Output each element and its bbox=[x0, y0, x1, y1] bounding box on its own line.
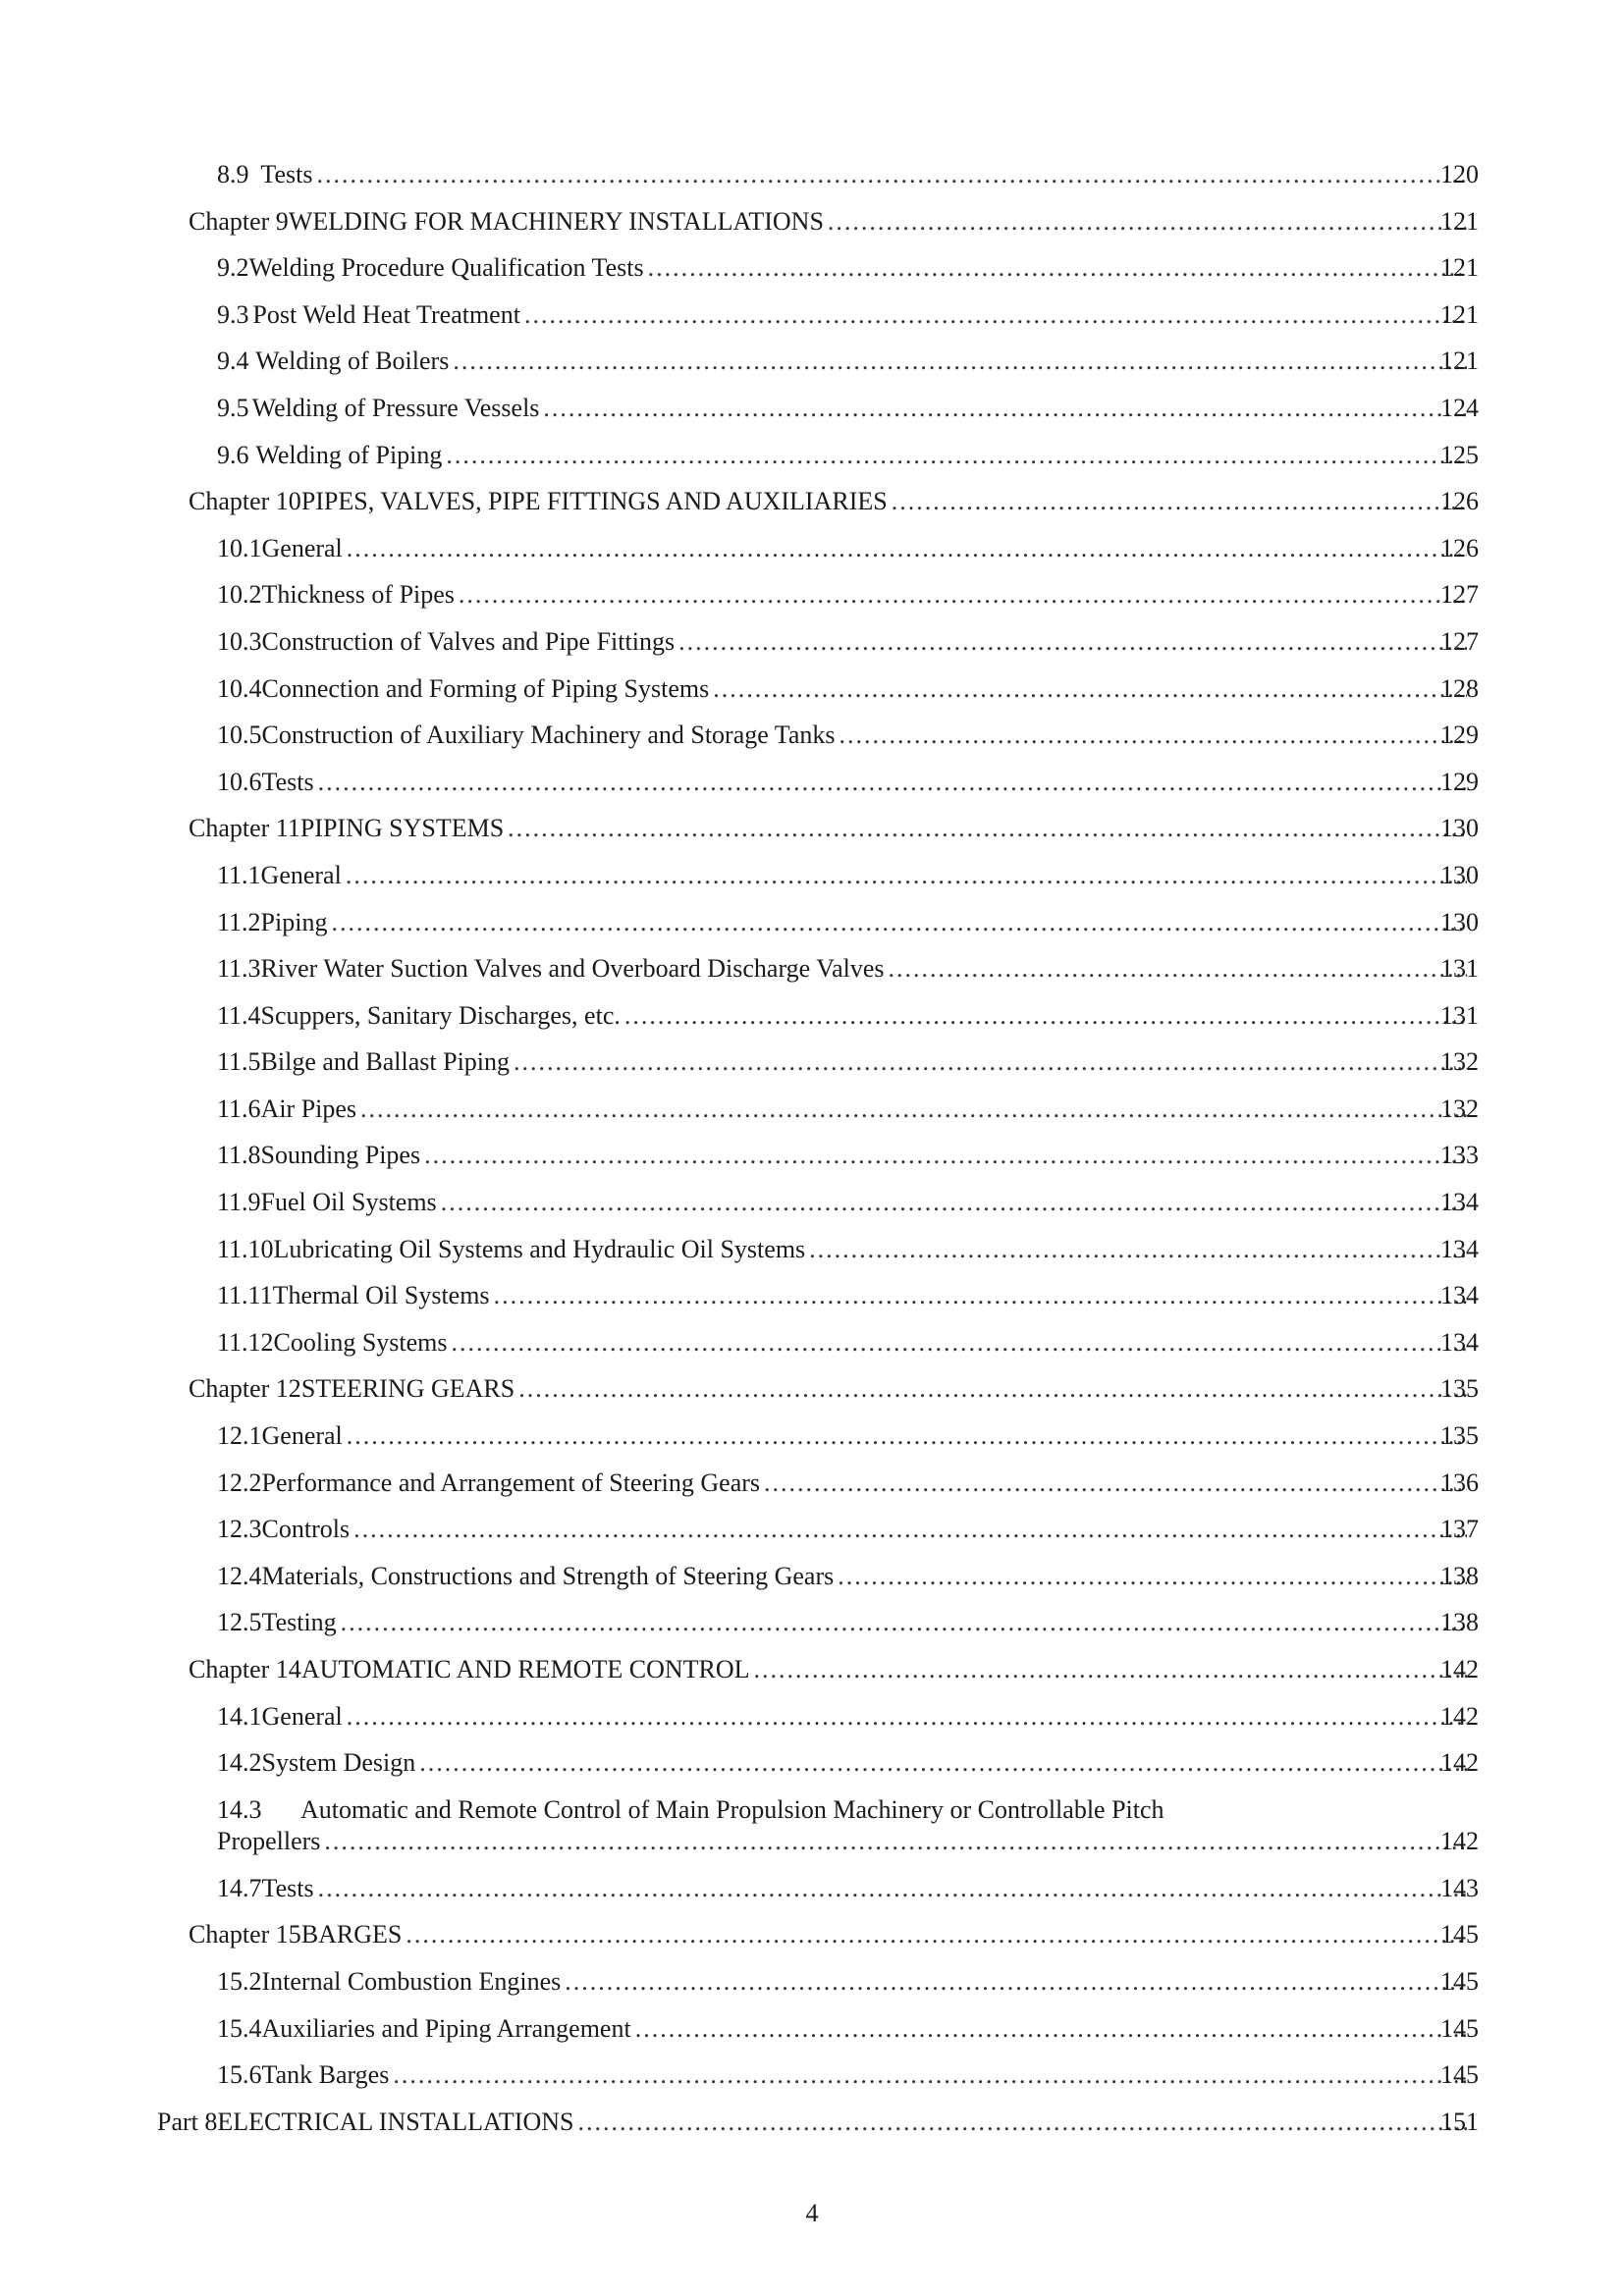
toc-entry-page: 124 bbox=[1440, 393, 1479, 422]
toc-entry[interactable] bbox=[0, 1958, 1624, 2005]
toc-entry-number: 12.4 bbox=[217, 1561, 262, 1590]
toc-entry-number: 12.2 bbox=[217, 1468, 262, 1497]
toc-entry-title: PIPES, VALVES, PIPE FITTINGS AND AUXILIARIES bbox=[300, 487, 888, 516]
toc-entry-page: 127 bbox=[1440, 580, 1479, 610]
toc-entry-title: Automatic and Remote Control of Main Propulsion Machinery or Controllable Pitch bbox=[300, 1794, 1164, 1824]
toc-entry-page: 142 bbox=[1440, 1655, 1479, 1683]
toc-entry-number: 14.1 bbox=[217, 1701, 262, 1731]
dot-leader bbox=[318, 759, 1467, 806]
toc-entry-page: 121 bbox=[1440, 299, 1479, 329]
toc-entry[interactable] bbox=[0, 338, 1624, 385]
toc-entry-title: WELDING FOR MACHINERY INSTALLATIONS bbox=[288, 206, 824, 236]
toc-entry[interactable] bbox=[0, 759, 1624, 806]
dot-leader bbox=[406, 1911, 1467, 1958]
toc-entry-page: 135 bbox=[1440, 1374, 1479, 1404]
dot-leader bbox=[347, 525, 1467, 572]
toc-chapter-entry[interactable] bbox=[0, 1365, 1624, 1413]
toc-entry-number: 12.1 bbox=[217, 1421, 262, 1451]
toc-entry-page: 134 bbox=[1440, 1188, 1479, 1217]
table-of-contents bbox=[0, 151, 1624, 2145]
toc-entry-title: Tests bbox=[260, 160, 313, 188]
dot-leader bbox=[316, 151, 1467, 198]
toc-entry-page: 126 bbox=[1440, 533, 1479, 562]
dot-leader bbox=[452, 1319, 1467, 1366]
toc-entry-page: 121 bbox=[1440, 253, 1479, 283]
toc-entry-number: Part 8 bbox=[157, 2107, 218, 2136]
dot-leader bbox=[565, 1958, 1467, 2005]
toc-entry-page: 143 bbox=[1440, 1873, 1479, 1902]
toc-entry-number: 9.3 bbox=[217, 299, 249, 329]
dot-leader bbox=[838, 1553, 1467, 1600]
dot-leader bbox=[353, 1506, 1467, 1553]
dot-leader bbox=[678, 618, 1467, 666]
toc-entry-page: 127 bbox=[1440, 626, 1479, 656]
toc-entry-page: 135 bbox=[1440, 1421, 1479, 1451]
toc-entry-number: 10.3 bbox=[217, 626, 262, 656]
dot-leader bbox=[346, 852, 1467, 899]
dot-leader bbox=[324, 1818, 1467, 1865]
toc-entry[interactable] bbox=[0, 1739, 1624, 1787]
dot-leader bbox=[453, 338, 1467, 385]
toc-entry[interactable] bbox=[0, 2052, 1624, 2099]
toc-entry-title: Performance and Arrangement of Steering Gears bbox=[261, 1468, 761, 1497]
dot-leader bbox=[347, 1413, 1467, 1460]
toc-entry[interactable] bbox=[0, 1226, 1624, 1273]
toc-entry-page: 125 bbox=[1440, 440, 1479, 469]
toc-entry-number: 9.6 bbox=[217, 440, 249, 469]
toc-entry-number: 11.2 bbox=[217, 907, 261, 936]
toc-entry-title: Testing bbox=[261, 1608, 337, 1637]
toc-chapter-entry[interactable] bbox=[0, 478, 1624, 525]
toc-entry[interactable] bbox=[0, 432, 1624, 479]
toc-entry-number: 11.5 bbox=[217, 1047, 261, 1077]
toc-entry-page: 145 bbox=[1440, 1966, 1479, 1996]
toc-entry-title: Materials, Constructions and Strength of Steering Gears bbox=[261, 1561, 835, 1590]
toc-entry-page: 131 bbox=[1440, 954, 1479, 984]
toc-entry[interactable] bbox=[0, 1599, 1624, 1646]
toc-entry-number: Chapter 11 bbox=[189, 814, 300, 843]
dot-leader bbox=[424, 1132, 1467, 1179]
toc-entry-title: BARGES bbox=[300, 1920, 403, 1949]
dot-leader bbox=[577, 2099, 1467, 2146]
toc-entry-number: Chapter 12 bbox=[189, 1374, 301, 1404]
toc-entry-title: AUTOMATIC AND REMOTE CONTROL bbox=[300, 1655, 750, 1683]
toc-entry-title: Thickness of Pipes bbox=[261, 580, 455, 610]
toc-entry-title: General bbox=[261, 1421, 343, 1451]
toc-entry-number: 15.2 bbox=[217, 1966, 262, 1996]
toc-entry-number: Chapter 15 bbox=[189, 1920, 301, 1949]
toc-entry-number: 10.4 bbox=[217, 673, 262, 703]
toc-entry-number: 11.9 bbox=[217, 1188, 261, 1217]
dot-leader bbox=[524, 292, 1467, 339]
toc-entry[interactable] bbox=[0, 1132, 1624, 1179]
dot-leader bbox=[419, 1739, 1467, 1787]
toc-entry-number: 11.6 bbox=[217, 1094, 261, 1123]
dot-leader bbox=[446, 432, 1467, 479]
toc-entry-page: 151 bbox=[1440, 2107, 1479, 2136]
toc-entry[interactable] bbox=[0, 1039, 1624, 1086]
dot-leader bbox=[341, 1599, 1467, 1646]
toc-entry-title: Tank Barges bbox=[261, 2060, 390, 2090]
toc-entry-page: 142 bbox=[1440, 1748, 1479, 1778]
toc-entry-number: 9.2 bbox=[217, 253, 249, 283]
toc-entry-page: 138 bbox=[1440, 1608, 1479, 1637]
toc-entry-title: Lubricating Oil Systems and Hydraulic Oil Systems bbox=[273, 1234, 806, 1263]
toc-entry[interactable] bbox=[0, 852, 1624, 899]
dot-leader bbox=[889, 945, 1467, 992]
dot-leader bbox=[635, 2005, 1467, 2053]
toc-entry-title: Construction of Auxiliary Machinery and Storage Tanks bbox=[261, 721, 836, 750]
dot-leader bbox=[648, 244, 1467, 292]
toc-entry[interactable] bbox=[0, 1460, 1624, 1507]
toc-entry-page: 134 bbox=[1440, 1281, 1479, 1310]
toc-entry-number: 14.2 bbox=[217, 1748, 262, 1778]
toc-entry-number: 11.11 bbox=[217, 1281, 273, 1310]
toc-entry-page: 130 bbox=[1440, 860, 1479, 889]
toc-entry-page: 130 bbox=[1440, 814, 1479, 843]
toc-entry-title: Welding of Piping bbox=[255, 440, 443, 469]
toc-entry-title: General bbox=[261, 533, 343, 562]
page-number: 4 bbox=[805, 2199, 819, 2227]
toc-entry-page: 129 bbox=[1440, 721, 1479, 750]
toc-entry-number: 11.12 bbox=[217, 1327, 274, 1357]
dot-leader bbox=[543, 385, 1467, 432]
toc-entry[interactable] bbox=[0, 992, 1624, 1040]
toc-entry-title: Sounding Pipes bbox=[260, 1141, 421, 1170]
dot-leader bbox=[624, 992, 1467, 1040]
dot-leader bbox=[828, 198, 1467, 245]
dot-leader bbox=[459, 571, 1467, 618]
toc-entry-title: Tests bbox=[261, 1873, 314, 1902]
toc-entry-page: 128 bbox=[1440, 673, 1479, 703]
toc-entry-title: Thermal Oil Systems bbox=[272, 1281, 490, 1310]
toc-entry-title: Scuppers, Sanitary Discharges, etc. bbox=[260, 1000, 621, 1030]
toc-entry-number: 12.3 bbox=[217, 1515, 262, 1544]
toc-entry[interactable] bbox=[0, 1413, 1624, 1460]
toc-entry[interactable] bbox=[0, 712, 1624, 759]
dot-leader bbox=[441, 1179, 1467, 1226]
toc-entry-page: 142 bbox=[1440, 1826, 1479, 1855]
toc-entry-number: 11.4 bbox=[217, 1000, 261, 1030]
toc-entry-number: Chapter 14 bbox=[189, 1655, 301, 1683]
toc-entry-title: Bilge and Ballast Piping bbox=[260, 1047, 511, 1077]
toc-entry[interactable] bbox=[0, 1506, 1624, 1553]
toc-entry-number: 11.1 bbox=[217, 860, 261, 889]
toc-entry-title: Internal Combustion Engines bbox=[261, 1966, 562, 1996]
toc-entry-page: 130 bbox=[1440, 907, 1479, 936]
dot-leader bbox=[518, 1365, 1467, 1413]
dot-leader bbox=[331, 899, 1467, 946]
toc-entry[interactable] bbox=[0, 1787, 1624, 1865]
toc-entry-title: Controls bbox=[261, 1515, 351, 1544]
dot-leader bbox=[764, 1460, 1467, 1507]
toc-entry[interactable] bbox=[0, 1865, 1624, 1912]
toc-entry[interactable] bbox=[0, 1319, 1624, 1366]
dot-leader bbox=[892, 478, 1467, 525]
toc-entry-title: Welding Procedure Qualification Tests bbox=[248, 253, 644, 283]
dot-leader bbox=[514, 1039, 1467, 1086]
toc-entry-title: Construction of Valves and Pipe Fittings bbox=[261, 626, 676, 656]
toc-entry-page: 145 bbox=[1440, 2060, 1479, 2090]
toc-entry-number: 9.5 bbox=[217, 393, 249, 422]
toc-entry-title: Welding of Boilers bbox=[255, 347, 450, 376]
toc-entry[interactable] bbox=[0, 945, 1624, 992]
toc-entry[interactable] bbox=[0, 2005, 1624, 2053]
toc-entry[interactable] bbox=[0, 1272, 1624, 1319]
toc-entry[interactable] bbox=[0, 1179, 1624, 1226]
toc-entry-title: ELECTRICAL INSTALLATIONS bbox=[217, 2107, 574, 2136]
toc-entry-title-continued: Propellers bbox=[217, 1826, 321, 1855]
toc-entry-number: 8.9 bbox=[217, 160, 249, 188]
toc-entry-page: 138 bbox=[1440, 1561, 1479, 1590]
dot-leader bbox=[494, 1272, 1467, 1319]
toc-entry-title: Auxiliaries and Piping Arrangement bbox=[261, 2013, 631, 2043]
toc-entry-page: 132 bbox=[1440, 1047, 1479, 1077]
dot-leader bbox=[318, 1865, 1467, 1912]
toc-entry[interactable] bbox=[0, 244, 1624, 292]
dot-leader bbox=[809, 1226, 1467, 1273]
toc-chapter-entry[interactable] bbox=[0, 1646, 1624, 1693]
toc-entry-number: 10.6 bbox=[217, 767, 262, 796]
toc-entry[interactable] bbox=[0, 385, 1624, 432]
toc-entry-number: 9.4 bbox=[217, 347, 249, 376]
toc-entry-number: 15.6 bbox=[217, 2060, 262, 2090]
dot-leader bbox=[360, 1086, 1467, 1133]
toc-entry-title: Fuel Oil Systems bbox=[260, 1188, 437, 1217]
toc-entry-title: Tests bbox=[261, 767, 314, 796]
toc-entry-page: 133 bbox=[1440, 1141, 1479, 1170]
toc-entry-title: STEERING GEARS bbox=[300, 1374, 515, 1404]
toc-entry-number: 11.8 bbox=[217, 1141, 261, 1170]
toc-entry-page: 131 bbox=[1440, 1000, 1479, 1030]
toc-entry[interactable] bbox=[0, 899, 1624, 946]
toc-entry-page: 134 bbox=[1440, 1327, 1479, 1357]
toc-entry[interactable] bbox=[0, 618, 1624, 666]
toc-entry-number: Chapter 10 bbox=[189, 487, 301, 516]
dot-leader bbox=[347, 1693, 1467, 1740]
toc-entry-page: 120 bbox=[1440, 160, 1479, 188]
toc-entry-number: 10.1 bbox=[217, 533, 262, 562]
toc-entry-page: 121 bbox=[1440, 347, 1479, 376]
toc-entry-title: Air Pipes bbox=[260, 1094, 357, 1123]
toc-entry-number: 10.5 bbox=[217, 721, 262, 750]
toc-entry-page: 134 bbox=[1440, 1234, 1479, 1263]
toc-chapter-entry[interactable] bbox=[0, 198, 1624, 245]
toc-entry-title: General bbox=[260, 860, 342, 889]
dot-leader bbox=[393, 2052, 1467, 2099]
toc-entry-page: 121 bbox=[1440, 206, 1479, 236]
toc-part-entry[interactable] bbox=[0, 2099, 1624, 2146]
toc-entry-page: 145 bbox=[1440, 1920, 1479, 1949]
toc-entry-title: General bbox=[261, 1701, 343, 1731]
toc-entry-number: 14.3 bbox=[217, 1794, 262, 1824]
toc-entry-page: 137 bbox=[1440, 1515, 1479, 1544]
dot-leader bbox=[839, 712, 1467, 759]
toc-entry-number: 15.4 bbox=[217, 2013, 262, 2043]
toc-entry-title: Connection and Forming of Piping Systems bbox=[261, 673, 710, 703]
toc-entry-page: 142 bbox=[1440, 1701, 1479, 1731]
toc-entry-page: 136 bbox=[1440, 1468, 1479, 1497]
toc-entry-title: River Water Suction Valves and Overboard Discharge Valves bbox=[260, 954, 885, 984]
toc-entry[interactable] bbox=[0, 571, 1624, 618]
dot-leader bbox=[754, 1646, 1467, 1693]
toc-entry-number: 11.10 bbox=[217, 1234, 274, 1263]
toc-entry-number: 14.7 bbox=[217, 1873, 262, 1902]
toc-entry[interactable] bbox=[0, 1553, 1624, 1600]
toc-entry-page: 145 bbox=[1440, 2013, 1479, 2043]
dot-leader bbox=[713, 666, 1467, 713]
toc-entry-number: 11.3 bbox=[217, 954, 261, 984]
toc-entry-title: System Design bbox=[261, 1748, 416, 1778]
toc-entry-page: 129 bbox=[1440, 767, 1479, 796]
toc-entry[interactable] bbox=[0, 1693, 1624, 1740]
toc-entry-title: Cooling Systems bbox=[273, 1327, 448, 1357]
toc-entry-title: PIPING SYSTEMS bbox=[299, 814, 505, 843]
toc-entry[interactable] bbox=[0, 525, 1624, 572]
toc-entry-number: Chapter 9 bbox=[189, 206, 289, 236]
toc-entry-number: 10.2 bbox=[217, 580, 262, 610]
toc-entry-title: Piping bbox=[260, 907, 328, 936]
toc-entry[interactable] bbox=[0, 292, 1624, 339]
toc-entry-title: Post Weld Heat Treatment bbox=[252, 299, 520, 329]
toc-entry-title: Welding of Pressure Vessels bbox=[251, 393, 540, 422]
toc-chapter-entry[interactable] bbox=[0, 1911, 1624, 1958]
toc-entry-page: 126 bbox=[1440, 487, 1479, 516]
toc-entry[interactable] bbox=[0, 1086, 1624, 1133]
toc-chapter-entry[interactable] bbox=[0, 805, 1624, 852]
toc-entry-number: 12.5 bbox=[217, 1608, 262, 1637]
toc-entry[interactable] bbox=[0, 151, 1624, 198]
toc-entry-page: 132 bbox=[1440, 1094, 1479, 1123]
toc-entry[interactable] bbox=[0, 666, 1624, 713]
dot-leader bbox=[508, 805, 1467, 852]
